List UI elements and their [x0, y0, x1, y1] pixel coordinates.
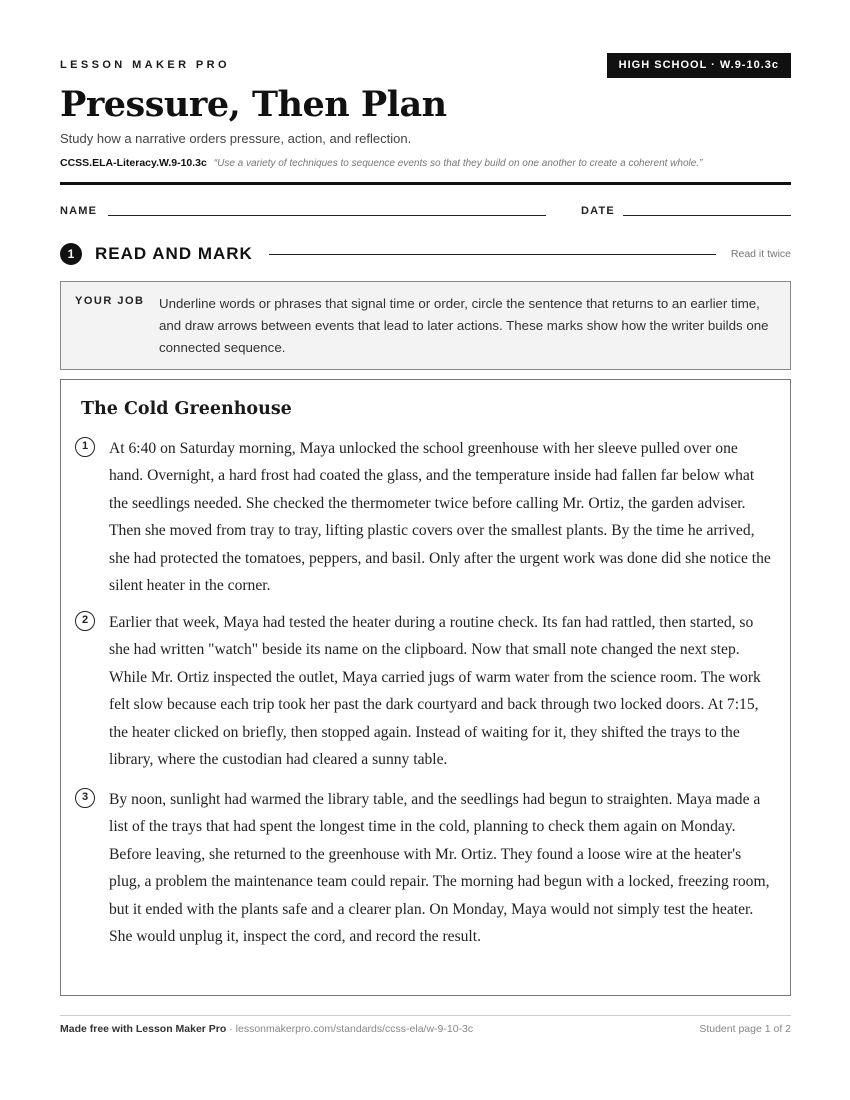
footer-credit — [60, 1023, 473, 1035]
date-label: DATE — [581, 205, 615, 217]
your-job-text: Underline words or phrases that signal time or order, circle the sentence that returns to an earlier time, and draw arrows between events that lead to later actions. These marks show how the writer builds one connected sequence. — [159, 296, 769, 355]
your-job-label: YOUR JOB — [75, 295, 145, 307]
paragraph-number: 2 — [75, 611, 95, 631]
paragraph-number: 3 — [75, 788, 95, 808]
header-divider — [60, 182, 791, 185]
page-title: Pressure, Then Plan — [60, 84, 447, 125]
your-job-box — [60, 281, 791, 370]
page-subtitle: Study how a narrative orders pressure, action, and reflection. — [60, 131, 412, 146]
name-field[interactable] — [108, 215, 546, 216]
footer-url[interactable]: · lessonmakerpro.com/standards/ccss-ela/w-9-10-3c — [226, 1023, 474, 1035]
paragraph-text: By noon, sunlight had warmed the library table, and the seedlings had begun to straighten. Maya made a list of the trays that had spent the longest time in the cold, planning to check them again on Monday. Before leaving, she returned to the greenhouse with Mr. Ortiz. They found a loose wire at the heater's plug, a problem the maintenance team could repair. The morning had begun with a locked, freezing room, but it ended with the plants safe and a clearer plan. On Monday, Maya would not simply test the heater. She would unplug it, inspect the cord, and record the result. — [109, 791, 770, 946]
section-note: Read it twice — [730, 248, 791, 260]
story-box — [60, 379, 791, 996]
footer-page-number: Student page 1 of 2 — [699, 1023, 791, 1035]
level-badge: HIGH SCHOOL · W.9-10.3c — [607, 53, 791, 78]
paragraph-text: At 6:40 on Saturday morning, Maya unlocked the school greenhouse with her sleeve pulled over one hand. Overnight, a hard frost had coated the glass, and the temperature inside had fallen far below what the seedlings needed. She checked the thermometer twice before calling Mr. Ortiz, the garden adviser. Then she moved from tray to tray, lifting plastic covers over the smallest plants. By the time he arrived, she had protected the tomatoes, peppers, and basil. Only after the urgent work was done did she notice the silent heater in the corner. — [109, 440, 771, 595]
footer-divider — [60, 1015, 791, 1016]
section-header — [60, 243, 791, 265]
paragraph-number: 1 — [75, 437, 95, 457]
name-label: NAME — [60, 205, 98, 217]
section-divider — [269, 254, 716, 255]
brand-name: LESSON MAKER PRO — [60, 59, 230, 71]
section-title: READ AND MARK — [95, 244, 253, 263]
standard-line — [60, 157, 702, 169]
worksheet-page — [60, 0, 791, 1100]
footer-made-with: Made free with Lesson Maker Pro — [60, 1023, 227, 1035]
paragraph-text: Earlier that week, Maya had tested the heater during a routine check. Its fan had rattled, then started, so she had written "watch" beside its name on the clipboard. Now that small note changed the next step. While Mr. Ortiz inspected the outlet, Maya carried jugs of warm water from the science room. The work felt slow because each trip took her past the dark courtyard and back through two locked doors. At 7:15, the heater clicked on briefly, then stopped again. Instead of waiting for it, they shifted the trays to the library, where the custodian had cleared a sunny table. — [109, 614, 761, 769]
section-number: 1 — [60, 243, 82, 265]
standard-code: CCSS.ELA-Literacy.W.9-10.3c — [60, 157, 207, 169]
story-title: The Cold Greenhouse — [81, 399, 292, 419]
standard-text: “Use a variety of techniques to sequence events so that they build on one another to create a coherent whole.” — [213, 158, 703, 169]
date-field[interactable] — [623, 215, 791, 216]
